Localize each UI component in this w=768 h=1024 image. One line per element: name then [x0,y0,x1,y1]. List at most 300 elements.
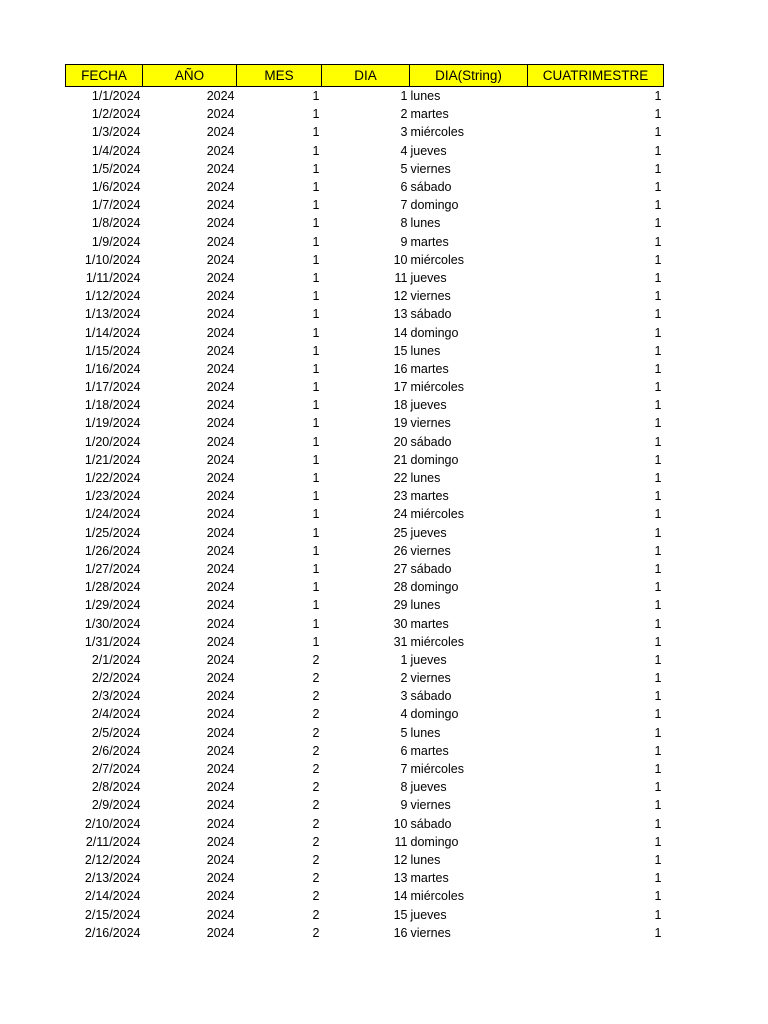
cell-dia-string[interactable]: sábado [410,561,452,576]
cell-mes[interactable]: 1 [312,489,320,504]
cell-dia[interactable]: 31 [393,634,408,649]
cell-anio[interactable]: 2024 [206,743,235,758]
cell-fecha[interactable]: 2/12/2024 [84,852,141,867]
cell-mes[interactable]: 1 [312,634,320,649]
cell-dia[interactable]: 8 [400,780,408,795]
cell-cuatrimestre[interactable]: 1 [654,907,662,922]
cell-mes[interactable]: 1 [312,616,320,631]
cell-dia-string[interactable]: martes [410,234,449,249]
cell-dia[interactable]: 1 [400,89,408,104]
cell-mes[interactable]: 1 [312,343,320,358]
cell-cuatrimestre[interactable]: 1 [654,234,662,249]
cell-anio[interactable]: 2024 [206,780,235,795]
cell-dia[interactable]: 11 [394,834,408,849]
cell-cuatrimestre[interactable]: 1 [654,125,662,140]
cell-dia-string[interactable]: lunes [410,725,441,740]
cell-dia-string[interactable]: miércoles [410,507,464,522]
cell-dia-string[interactable]: sábado [410,180,452,195]
table-row [66,578,664,596]
cell-dia[interactable]: 14 [393,889,408,904]
cell-mes[interactable]: 1 [312,561,320,576]
cell-mes[interactable]: 1 [312,507,320,522]
cell-fecha[interactable]: 1/23/2024 [84,489,141,504]
header-anio[interactable]: AÑO [143,65,237,87]
cell-fecha[interactable]: 2/16/2024 [84,925,141,940]
cell-dia[interactable]: 24 [393,507,408,522]
cell-fecha[interactable]: 2/8/2024 [91,780,141,795]
cell-cuatrimestre[interactable]: 1 [654,543,662,558]
cell-dia-string[interactable]: jueves [410,143,447,158]
cell-dia-string[interactable]: miércoles [410,889,464,904]
cell-anio[interactable]: 2024 [206,434,235,449]
cell-anio[interactable]: 2024 [206,671,235,686]
cell-dia[interactable]: 2 [400,107,408,122]
cell-fecha[interactable]: 1/28/2024 [84,580,141,595]
table-row [66,214,664,232]
cell-anio[interactable]: 2024 [206,343,235,358]
cell-dia[interactable]: 12 [393,852,408,867]
cell-dia-string[interactable]: miércoles [410,380,464,395]
cell-fecha[interactable]: 2/2/2024 [91,671,141,686]
cell-fecha[interactable]: 2/14/2024 [84,889,141,904]
cell-anio[interactable]: 2024 [206,325,235,340]
cell-cuatrimestre[interactable]: 1 [654,707,662,722]
cell-fecha[interactable]: 1/7/2024 [91,198,141,213]
cell-anio[interactable]: 2024 [206,289,235,304]
cell-dia[interactable]: 12 [393,289,408,304]
cell-cuatrimestre[interactable]: 1 [654,416,662,431]
cell-dia[interactable]: 19 [393,416,408,431]
cell-cuatrimestre[interactable]: 1 [654,452,662,467]
cell-dia[interactable]: 29 [393,598,408,613]
cell-anio[interactable]: 2024 [206,161,235,176]
cell-fecha[interactable]: 1/13/2024 [84,307,141,322]
cell-cuatrimestre[interactable]: 1 [654,652,662,667]
table-row [66,742,664,760]
cell-fecha[interactable]: 1/15/2024 [84,343,141,358]
table-row [66,378,664,396]
cell-cuatrimestre[interactable]: 1 [654,471,662,486]
cell-anio[interactable]: 2024 [206,216,235,231]
cell-dia[interactable]: 30 [393,616,408,631]
cell-dia[interactable]: 5 [400,725,408,740]
calendar-table-container [65,64,663,942]
cell-mes[interactable]: 1 [312,543,320,558]
cell-mes[interactable]: 1 [312,289,320,304]
cell-dia-string[interactable]: viernes [410,543,451,558]
cell-mes[interactable]: 1 [312,580,320,595]
cell-dia-string[interactable]: martes [410,107,449,122]
cell-dia[interactable]: 13 [393,307,408,322]
cell-fecha[interactable]: 1/22/2024 [84,471,141,486]
cell-dia[interactable]: 26 [393,543,408,558]
cell-cuatrimestre[interactable]: 1 [654,798,662,813]
cell-fecha[interactable]: 1/8/2024 [91,216,141,231]
cell-cuatrimestre[interactable]: 1 [654,161,662,176]
cell-mes[interactable]: 1 [312,525,320,540]
cell-anio[interactable]: 2024 [206,561,235,576]
cell-anio[interactable]: 2024 [206,452,235,467]
cell-cuatrimestre[interactable]: 1 [654,634,662,649]
cell-cuatrimestre[interactable]: 1 [654,325,662,340]
cell-mes[interactable]: 2 [312,707,320,722]
cell-dia-string[interactable]: miércoles [410,125,464,140]
table-row [66,360,664,378]
cell-cuatrimestre[interactable]: 1 [654,561,662,576]
cell-anio[interactable]: 2024 [206,707,235,722]
cell-cuatrimestre[interactable]: 1 [654,216,662,231]
cell-mes[interactable]: 1 [312,434,320,449]
cell-anio[interactable]: 2024 [206,889,235,904]
cell-dia-string[interactable]: viernes [410,671,451,686]
cell-dia[interactable]: 1 [400,652,408,667]
cell-dia[interactable]: 18 [393,398,408,413]
cell-cuatrimestre[interactable]: 1 [654,143,662,158]
cell-dia-string[interactable]: miércoles [410,634,464,649]
table-row [66,396,664,414]
cell-mes[interactable]: 2 [312,798,320,813]
cell-anio[interactable]: 2024 [206,816,235,831]
cell-dia[interactable]: 7 [400,198,408,213]
cell-fecha[interactable]: 1/1/2024 [91,89,141,104]
cell-mes[interactable]: 1 [312,398,320,413]
cell-mes[interactable]: 1 [312,234,320,249]
cell-mes[interactable]: 1 [312,125,320,140]
cell-mes[interactable]: 1 [312,180,320,195]
cell-fecha[interactable]: 1/31/2024 [84,634,141,649]
cell-dia[interactable]: 14 [393,325,408,340]
cell-fecha[interactable]: 1/12/2024 [84,289,141,304]
cell-cuatrimestre[interactable]: 1 [654,507,662,522]
cell-dia[interactable]: 21 [393,452,408,467]
cell-fecha[interactable]: 2/15/2024 [84,907,141,922]
cell-mes[interactable]: 1 [312,216,320,231]
cell-cuatrimestre[interactable]: 1 [654,743,662,758]
cell-dia-string[interactable]: domingo [410,707,459,722]
cell-dia[interactable]: 23 [393,489,408,504]
cell-dia-string[interactable]: miércoles [410,252,464,267]
cell-cuatrimestre[interactable]: 1 [654,816,662,831]
cell-cuatrimestre[interactable]: 1 [654,889,662,904]
cell-cuatrimestre[interactable]: 1 [654,525,662,540]
cell-fecha[interactable]: 1/30/2024 [84,616,141,631]
cell-fecha[interactable]: 1/24/2024 [84,507,141,522]
cell-dia-string[interactable]: lunes [410,471,441,486]
cell-mes[interactable]: 1 [312,380,320,395]
header-mes[interactable]: MES [237,65,322,87]
cell-anio[interactable]: 2024 [206,762,235,777]
cell-dia[interactable]: 27 [393,561,408,576]
cell-dia-string[interactable]: lunes [410,343,441,358]
cell-dia[interactable]: 15 [393,907,408,922]
cell-mes[interactable]: 2 [312,743,320,758]
cell-cuatrimestre[interactable]: 1 [654,725,662,740]
cell-anio[interactable]: 2024 [206,543,235,558]
cell-cuatrimestre[interactable]: 1 [654,198,662,213]
cell-dia[interactable]: 10 [393,252,408,267]
cell-anio[interactable]: 2024 [206,925,235,940]
cell-cuatrimestre[interactable]: 1 [654,343,662,358]
cell-dia[interactable]: 9 [400,798,408,813]
cell-dia-string[interactable]: jueves [410,780,447,795]
cell-dia-string[interactable]: lunes [410,89,441,104]
cell-dia-string[interactable]: martes [410,871,449,886]
cell-dia[interactable]: 25 [393,525,408,540]
cell-mes[interactable]: 1 [312,471,320,486]
cell-dia-string[interactable]: sábado [410,689,452,704]
cell-cuatrimestre[interactable]: 1 [654,780,662,795]
cell-mes[interactable]: 2 [312,725,320,740]
cell-cuatrimestre[interactable]: 1 [654,289,662,304]
cell-fecha[interactable]: 2/9/2024 [91,798,141,813]
cell-dia-string[interactable]: lunes [410,598,441,613]
cell-dia-string[interactable]: domingo [410,198,459,213]
cell-cuatrimestre[interactable]: 1 [654,598,662,613]
header-dia[interactable]: DIA [322,65,410,87]
cell-mes[interactable]: 1 [312,107,320,122]
cell-dia[interactable]: 8 [400,216,408,231]
cell-dia-string[interactable]: viernes [410,161,451,176]
cell-mes[interactable]: 1 [312,198,320,213]
cell-anio[interactable]: 2024 [206,634,235,649]
cell-anio[interactable]: 2024 [206,307,235,322]
cell-cuatrimestre[interactable]: 1 [654,925,662,940]
cell-anio[interactable]: 2024 [206,852,235,867]
cell-fecha[interactable]: 1/2/2024 [91,107,141,122]
calendar-table [65,64,664,942]
cell-mes[interactable]: 1 [312,325,320,340]
cell-cuatrimestre[interactable]: 1 [654,107,662,122]
cell-fecha[interactable]: 1/4/2024 [91,143,141,158]
cell-fecha[interactable]: 2/13/2024 [84,871,141,886]
cell-mes[interactable]: 1 [312,143,320,158]
cell-cuatrimestre[interactable]: 1 [654,252,662,267]
cell-anio[interactable]: 2024 [206,471,235,486]
cell-cuatrimestre[interactable]: 1 [654,762,662,777]
cell-fecha[interactable]: 1/26/2024 [84,543,141,558]
table-row [66,633,664,651]
cell-dia-string[interactable]: domingo [410,834,459,849]
cell-dia-string[interactable]: lunes [410,852,441,867]
cell-dia[interactable]: 7 [400,762,408,777]
cell-cuatrimestre[interactable]: 1 [654,180,662,195]
cell-mes[interactable]: 1 [312,252,320,267]
cell-dia[interactable]: 16 [393,361,408,376]
cell-mes[interactable]: 2 [312,907,320,922]
cell-anio[interactable]: 2024 [206,580,235,595]
cell-dia-string[interactable]: viernes [410,798,451,813]
cell-dia-string[interactable]: jueves [410,398,447,413]
cell-anio[interactable]: 2024 [206,834,235,849]
cell-dia[interactable]: 28 [393,580,408,595]
cell-anio[interactable]: 2024 [206,798,235,813]
cell-fecha[interactable]: 1/6/2024 [91,180,141,195]
cell-anio[interactable]: 2024 [206,907,235,922]
cell-anio[interactable]: 2024 [206,489,235,504]
cell-dia[interactable]: 9 [400,234,408,249]
cell-dia[interactable]: 10 [393,816,408,831]
cell-dia-string[interactable]: domingo [410,452,459,467]
cell-dia[interactable]: 4 [400,143,408,158]
cell-dia-string[interactable]: viernes [410,925,451,940]
cell-mes[interactable]: 2 [312,834,320,849]
cell-fecha[interactable]: 2/10/2024 [84,816,141,831]
cell-dia-string[interactable]: viernes [410,289,451,304]
table-row [66,433,664,451]
cell-mes[interactable]: 1 [312,361,320,376]
cell-mes[interactable]: 1 [312,598,320,613]
cell-fecha[interactable]: 1/5/2024 [91,161,141,176]
cell-mes[interactable]: 2 [312,889,320,904]
cell-fecha[interactable]: 1/18/2024 [84,398,141,413]
cell-cuatrimestre[interactable]: 1 [654,398,662,413]
cell-mes[interactable]: 1 [312,161,320,176]
cell-fecha[interactable]: 1/16/2024 [84,361,141,376]
cell-mes[interactable]: 2 [312,816,320,831]
cell-fecha[interactable]: 2/4/2024 [91,707,141,722]
cell-dia-string[interactable]: domingo [410,580,459,595]
cell-mes[interactable]: 1 [312,89,320,104]
cell-anio[interactable]: 2024 [206,89,235,104]
cell-mes[interactable]: 2 [312,689,320,704]
cell-mes[interactable]: 2 [312,925,320,940]
cell-dia-string[interactable]: martes [410,616,449,631]
cell-fecha[interactable]: 2/3/2024 [91,689,141,704]
cell-dia[interactable]: 20 [393,434,408,449]
cell-fecha[interactable]: 2/7/2024 [91,762,141,777]
cell-dia-string[interactable]: jueves [410,652,447,667]
cell-anio[interactable]: 2024 [206,198,235,213]
cell-anio[interactable]: 2024 [206,525,235,540]
cell-fecha[interactable]: 1/3/2024 [91,125,141,140]
cell-cuatrimestre[interactable]: 1 [654,89,662,104]
cell-dia-string[interactable]: viernes [410,416,451,431]
cell-fecha[interactable]: 2/1/2024 [91,652,141,667]
cell-mes[interactable]: 1 [312,452,320,467]
cell-dia-string[interactable]: jueves [410,525,447,540]
cell-anio[interactable]: 2024 [206,143,235,158]
cell-cuatrimestre[interactable]: 1 [654,671,662,686]
cell-anio[interactable]: 2024 [206,270,235,285]
cell-dia[interactable]: 6 [400,180,408,195]
cell-anio[interactable]: 2024 [206,598,235,613]
cell-fecha[interactable]: 2/5/2024 [91,725,141,740]
cell-dia-string[interactable]: jueves [410,270,447,285]
cell-anio[interactable]: 2024 [206,416,235,431]
cell-fecha[interactable]: 1/20/2024 [84,434,141,449]
cell-dia[interactable]: 22 [393,471,408,486]
cell-anio[interactable]: 2024 [206,398,235,413]
cell-fecha[interactable]: 1/11/2024 [85,270,141,285]
cell-dia-string[interactable]: sábado [410,307,452,322]
cell-anio[interactable]: 2024 [206,380,235,395]
cell-dia[interactable]: 15 [393,343,408,358]
cell-fecha[interactable]: 1/21/2024 [84,452,141,467]
cell-dia-string[interactable]: martes [410,743,449,758]
cell-cuatrimestre[interactable]: 1 [654,270,662,285]
cell-dia[interactable]: 16 [393,925,408,940]
cell-anio[interactable]: 2024 [206,252,235,267]
header-dia-string[interactable]: DIA(String) [410,65,528,87]
cell-mes[interactable]: 2 [312,852,320,867]
cell-fecha[interactable]: 1/27/2024 [84,561,141,576]
cell-dia-string[interactable]: martes [410,361,449,376]
cell-dia[interactable]: 6 [400,743,408,758]
table-row [66,560,664,578]
cell-cuatrimestre[interactable]: 1 [654,380,662,395]
cell-mes[interactable]: 1 [312,416,320,431]
cell-fecha[interactable]: 2/11/2024 [85,834,141,849]
header-fecha[interactable]: FECHA [66,65,143,87]
cell-cuatrimestre[interactable]: 1 [654,361,662,376]
cell-anio[interactable]: 2024 [206,616,235,631]
cell-dia-string[interactable]: sábado [410,816,452,831]
cell-dia[interactable]: 17 [393,380,408,395]
cell-dia-string[interactable]: martes [410,489,449,504]
cell-anio[interactable]: 2024 [206,361,235,376]
cell-cuatrimestre[interactable]: 1 [654,434,662,449]
header-cuatrimestre[interactable]: CUATRIMESTRE [528,65,664,87]
cell-anio[interactable]: 2024 [206,689,235,704]
cell-anio[interactable]: 2024 [206,871,235,886]
cell-cuatrimestre[interactable]: 1 [654,489,662,504]
cell-cuatrimestre[interactable]: 1 [654,834,662,849]
cell-mes[interactable]: 2 [312,671,320,686]
cell-anio[interactable]: 2024 [206,652,235,667]
cell-mes[interactable]: 2 [312,780,320,795]
cell-fecha[interactable]: 1/9/2024 [91,234,141,249]
cell-dia-string[interactable]: lunes [410,216,441,231]
cell-dia[interactable]: 5 [400,161,408,176]
cell-anio[interactable]: 2024 [206,107,235,122]
cell-dia[interactable]: 11 [394,270,408,285]
cell-fecha[interactable]: 1/17/2024 [84,380,141,395]
cell-dia[interactable]: 3 [400,125,408,140]
cell-cuatrimestre[interactable]: 1 [654,616,662,631]
cell-anio[interactable]: 2024 [206,180,235,195]
cell-fecha[interactable]: 1/19/2024 [84,416,141,431]
cell-dia-string[interactable]: miércoles [410,762,464,777]
cell-fecha[interactable]: 1/25/2024 [84,525,141,540]
cell-fecha[interactable]: 1/10/2024 [84,252,141,267]
table-row [66,778,664,796]
cell-dia-string[interactable]: domingo [410,325,459,340]
cell-mes[interactable]: 1 [312,270,320,285]
cell-cuatrimestre[interactable]: 1 [654,871,662,886]
cell-fecha[interactable]: 1/29/2024 [84,598,141,613]
cell-dia[interactable]: 2 [400,671,408,686]
cell-dia[interactable]: 13 [393,871,408,886]
cell-dia-string[interactable]: jueves [410,907,447,922]
cell-cuatrimestre[interactable]: 1 [654,307,662,322]
cell-mes[interactable]: 1 [312,307,320,322]
cell-anio[interactable]: 2024 [206,125,235,140]
cell-anio[interactable]: 2024 [206,234,235,249]
cell-cuatrimestre[interactable]: 1 [654,689,662,704]
cell-fecha[interactable]: 1/14/2024 [84,325,141,340]
cell-mes[interactable]: 2 [312,871,320,886]
cell-dia[interactable]: 3 [400,689,408,704]
cell-dia-string[interactable]: sábado [410,434,452,449]
cell-anio[interactable]: 2024 [206,725,235,740]
cell-cuatrimestre[interactable]: 1 [654,580,662,595]
cell-mes[interactable]: 2 [312,652,320,667]
cell-anio[interactable]: 2024 [206,507,235,522]
cell-fecha[interactable]: 2/6/2024 [91,743,141,758]
cell-mes[interactable]: 2 [312,762,320,777]
cell-cuatrimestre[interactable]: 1 [654,852,662,867]
cell-dia[interactable]: 4 [400,707,408,722]
